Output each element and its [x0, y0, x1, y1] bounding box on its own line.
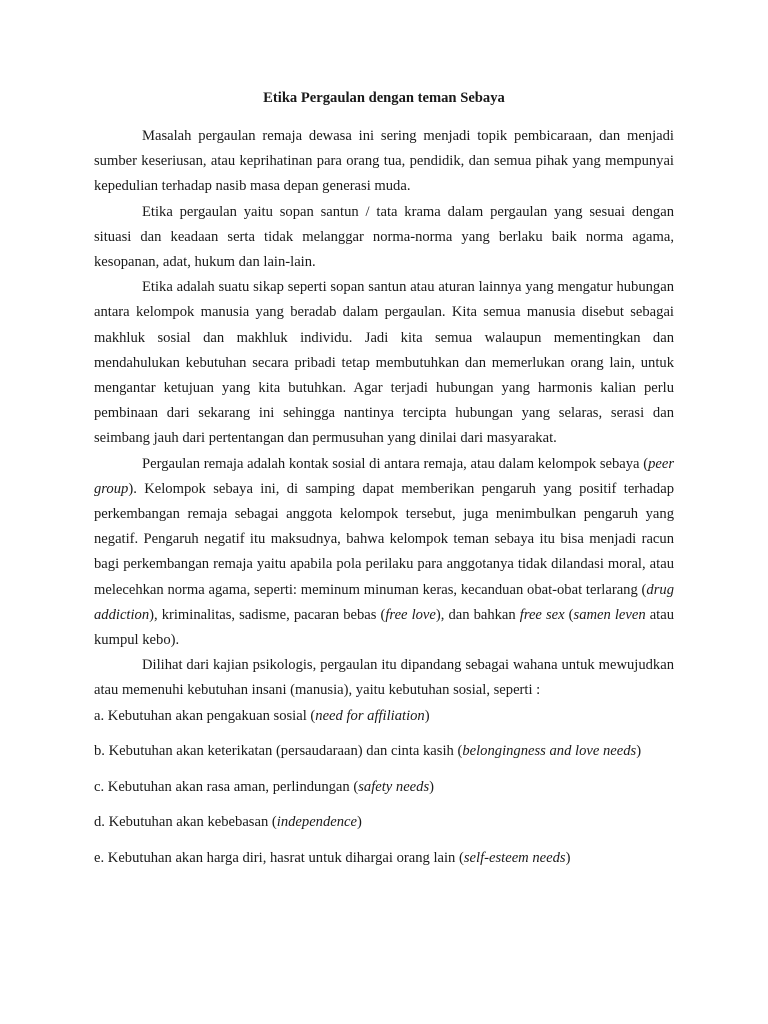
paragraph-4-text: ( — [564, 606, 574, 623]
term-peer-group: peer group — [94, 455, 674, 497]
term-samen-leven: samen leven — [573, 606, 646, 623]
need-term: self-esteem needs — [463, 850, 566, 867]
list-item-need — [94, 775, 674, 800]
list-item-need — [94, 739, 674, 764]
need-text: d. Kebutuhan akan kebebasan ( — [94, 814, 277, 831]
need-text: a. Kebutuhan akan pengakuan sosial ( — [94, 707, 316, 724]
paragraph-4-text: Pergaulan remaja adalah kontak sosial di antara remaja, atau dalam kelompok sebaya ( — [142, 455, 649, 472]
list-item-need — [94, 846, 674, 871]
paragraph-4-text: ), kriminalitas, sadisme, pacaran bebas ( — [149, 606, 386, 623]
need-term: safety needs — [358, 778, 430, 795]
need-term: independence — [276, 814, 357, 831]
need-text: b. Kebutuhan akan keterikatan (persaudaraan) dan cinta kasih ( — [94, 743, 463, 760]
paragraph-5: Dilihat dari kajian psikologis, pergaulan itu dipandang sebagai wahana untuk mewujudkan atau memenuhi kebutuhan insani (manusia), yaitu kebutuhan sosial, seperti : — [94, 657, 674, 699]
needs-list — [94, 704, 674, 872]
paragraph-2: Etika pergaulan yaitu sopan santun / tata krama dalam pergaulan yang sesuai dengan situasi dan keadaan serta tidak melanggar norma-norma yang berlaku baik norma agama, kesopanan, adat, hukum dan lain-lain. — [94, 203, 674, 271]
paragraph-1: Masalah pergaulan remaja dewasa ini sering menjadi topik pembicaraan, dan menjadi sumber keseriusan, atau keprihatinan para orang tua, pendidik, dan semua pihak yang mempunyai kepedulian terhadap nasib masa depan generasi muda. — [94, 128, 674, 195]
paragraph-4-text: ). Kelompok sebaya ini, di samping dapat memberikan pengaruh yang positif terhadap perkembangan remaja sebagai anggota kelompok tersebut, juga menimbulkan pengaruh yang negatif. Pengaruh negatif itu maksudnya, bahwa kelompok teman sebaya itu bisa menjadi racun bagi perkembangan remaja yaitu apabila pola perilaku para anggotanya tidak dilandasi moral, atau melecehkan norma agama, seperti: meminum minuman keras, kecanduan obat-obat terlarang ( — [94, 480, 674, 598]
term-drug-addiction: drug addiction — [94, 581, 674, 623]
need-close: ) — [357, 814, 362, 831]
document-page — [94, 88, 674, 882]
paragraph-3: Etika adalah suatu sikap seperti sopan santun atau aturan lainnya yang mengatur hubungan antara kelompok manusia yang beradab dalam pergaulan. Kita semua manusia disebut sebagai makhluk sosial dan makhluk individu. Jadi kita semua walaupun mementingkan dan mendahulukan kebutuhan secara pribadi tetap membutuhkan dan memerlukan orang lain, untuk mengantar ketujuan yang kita butuhkan. Agar terjadi hubungan yang harmonis kalian perlu pembinaan dari sekarang ini sehingga nantinya tercipta hubungan yang selaras, serasi dan seimbang jauh dari pertentangan dan permusuhan yang dinilai dari masyarakat. — [94, 279, 674, 447]
term-free-sex: free sex — [519, 606, 565, 623]
need-term: belongingness and love needs — [462, 743, 637, 760]
paragraph-4 — [94, 452, 674, 654]
need-close: ) — [636, 743, 642, 760]
list-item-need — [94, 810, 674, 835]
document-title: Etika Pergaulan dengan teman Sebaya — [263, 90, 505, 106]
need-term: need for affiliation — [315, 707, 425, 724]
term-free-love: free love — [385, 606, 436, 623]
need-close: ) — [565, 850, 571, 867]
need-text: c. Kebutuhan akan rasa aman, perlindungan ( — [94, 778, 359, 795]
paragraph-4-text: ), dan bahkan — [435, 606, 520, 623]
need-close: ) — [424, 707, 430, 724]
list-item-need — [94, 704, 674, 729]
need-close: ) — [429, 778, 435, 795]
paragraph-4-text: atau kumpul kebo). — [94, 606, 675, 649]
need-text: e. Kebutuhan akan harga diri, hasrat untuk dihargai orang lain ( — [94, 850, 464, 867]
